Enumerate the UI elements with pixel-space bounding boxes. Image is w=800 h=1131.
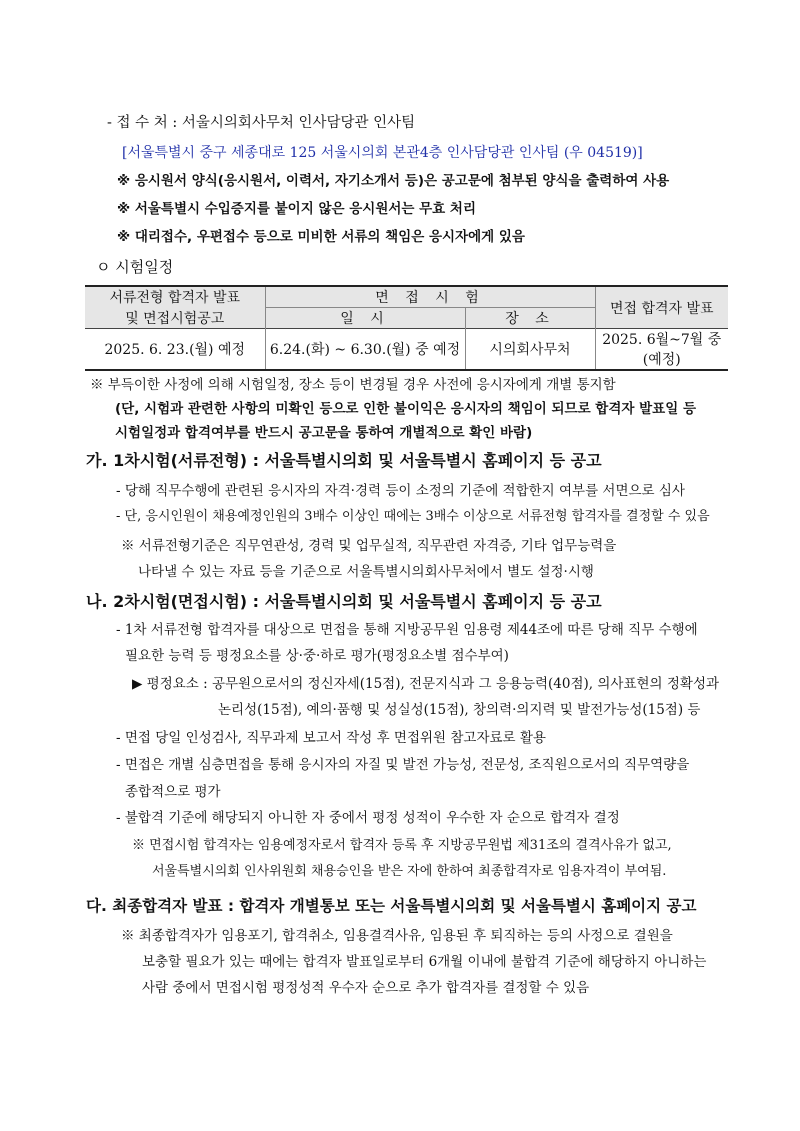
schedule-notice-line2: (단, 시험과 관련한 사항의 미확인 등으로 인한 불이익은 응시자의 책임이 되므로 합격자 발표일 등 <box>115 401 696 417</box>
section-ga-title: 가. 1차시험(서류전형) : 서울특별시의회 및 서울특별시 홈페이지 등 공고 <box>86 451 602 470</box>
note-application-form: ※ 응시원서 양식(응시원서, 이력서, 자기소개서 등)은 공고문에 첨부된 양식을 출력하여 사용 <box>117 173 670 189</box>
section-na-item3-line1: - 면접은 개별 심층면접을 통해 응시자의 자질 및 발전 가능성, 전문성, 조직원으로서의 직무역량을 <box>116 757 690 773</box>
header-doc-result-line1: 서류전형 합격자 발표 <box>85 286 265 308</box>
section-na-item4: - 불합격 기준에 해당되지 아니한 자 중에서 평정 성적이 우수한 자 순으로 합격자 결정 <box>116 810 620 826</box>
eval-criteria-line2: 논리성(15점), 예의·품행 및 성실성(15점), 창의력·의지력 및 발전가능성(15점) 등 <box>218 702 701 718</box>
schedule-table <box>85 285 728 371</box>
header-date: 일 시 <box>265 308 465 329</box>
section-na-item1-line1: - 1차 서류전형 합격자를 대상으로 면접을 통해 지방공무원 임용령 제44조에 따른 당해 직무 수행에 <box>116 622 698 638</box>
cell-doc-result-date: 2025. 6. 23.(월) 예정 <box>85 329 265 371</box>
section-na-note-line1: ※ 면접시험 합격자는 임용예정자로서 합격자 등록 후 지방공무원법 제31조의 결격사유가 없고, <box>132 838 672 853</box>
section-da-note-line1: ※ 최종합격자가 임용포기, 합격취소, 임용결격사유, 임용된 후 퇴직하는 등의 사정으로 결원을 <box>121 928 673 944</box>
header-place: 장 소 <box>465 308 595 329</box>
note-proxy-submission: ※ 대리접수, 우편접수 등으로 미비한 서류의 책임은 응시자에게 있음 <box>117 229 525 245</box>
cell-final-result-date: 2025. 6월~7월 중(예정) <box>595 329 728 371</box>
cell-interview-date: 6.24.(화) ~ 6.30.(월) 중 예정 <box>265 329 465 371</box>
section-ga-item1: - 당해 직무수행에 관련된 응시자의 자격·경력 등이 소정의 기준에 적합한지 여부를 서면으로 심사 <box>116 483 685 499</box>
header-interview: 면 접 시 험 <box>265 286 595 308</box>
section-da-note-line3: 사람 중에서 면접시험 평정성적 우수자 순으로 추가 합격자를 결정할 수 있음 <box>142 980 590 996</box>
section-ga-item2: - 단, 응시인원이 채용예정인원의 3배수 이상인 때에는 3배수 이상으로 서류전형 합격자를 결정할 수 있음 <box>116 509 710 524</box>
note-revenue-stamp: ※ 서울특별시 수입증지를 붙이지 않은 응시원서는 무효 처리 <box>117 201 477 217</box>
section-na-note-line2: 서울특별시의회 인사위원회 채용승인을 받은 자에 한하여 최종합격자로 임용자격이 부여됨. <box>152 864 667 879</box>
submission-address-line: [서울특별시 중구 세종대로 125 서울시의회 본관4층 인사담당관 인사팀 (우 04519)] <box>122 145 643 161</box>
section-na-item1-line2: 필요한 능력 등 평정요소를 상·중·하로 평가(평정요소별 점수부여) <box>125 648 509 664</box>
section-na-item2: - 면접 당일 인성검사, 직무과제 보고서 작성 후 면접위원 참고자료로 활용 <box>116 730 546 746</box>
section-ga-note-line1: ※ 서류전형기준은 직무연관성, 경력 및 업무실적, 직무관련 자격증, 기타 업무능력을 <box>121 538 617 554</box>
eval-criteria-line1: ▶ 평정요소 : 공무원으로서의 정신자세(15점), 전문지식과 그 응용능력(40점), 의사표현의 정확성과 <box>132 676 720 692</box>
header-final-result: 면접 합격자 발표 <box>595 286 728 329</box>
section-ga-note-line2: 나타낼 수 있는 자료 등을 기준으로 서울특별시의회사무처에서 별도 설정·시행 <box>138 564 594 580</box>
section-na-item3-line2: 종합적으로 평가 <box>125 784 221 800</box>
schedule-heading: ㅇ 시험일정 <box>96 258 174 276</box>
header-doc-result-line2: 및 면접시험공고 <box>85 308 265 329</box>
section-da-note-line2: 보충할 필요가 있는 때에는 합격자 발표일로부터 6개월 이내에 불합격 기준에 해당하지 아니하는 <box>142 954 707 970</box>
submission-office-line: - 접 수 처 : 서울시의회사무처 인사담당관 인사팀 <box>107 115 416 131</box>
schedule-notice-line3: 시험일정과 합격여부를 반드시 공고문을 통하여 개별적으로 확인 바람) <box>115 425 533 441</box>
cell-interview-place: 시의회사무처 <box>465 329 595 371</box>
section-na-title: 나. 2차시험(면접시험) : 서울특별시의회 및 서울특별시 홈페이지 등 공고 <box>86 592 602 611</box>
schedule-change-notice: ※ 부득이한 사정에 의해 시험일정, 장소 등이 변경될 경우 사전에 응시자에게 개별 통지함 <box>90 377 616 393</box>
section-da-title: 다. 최종합격자 발표 : 합격자 개별통보 또는 서울특별시의회 및 서울특별시 홈페이지 공고 <box>86 897 697 915</box>
